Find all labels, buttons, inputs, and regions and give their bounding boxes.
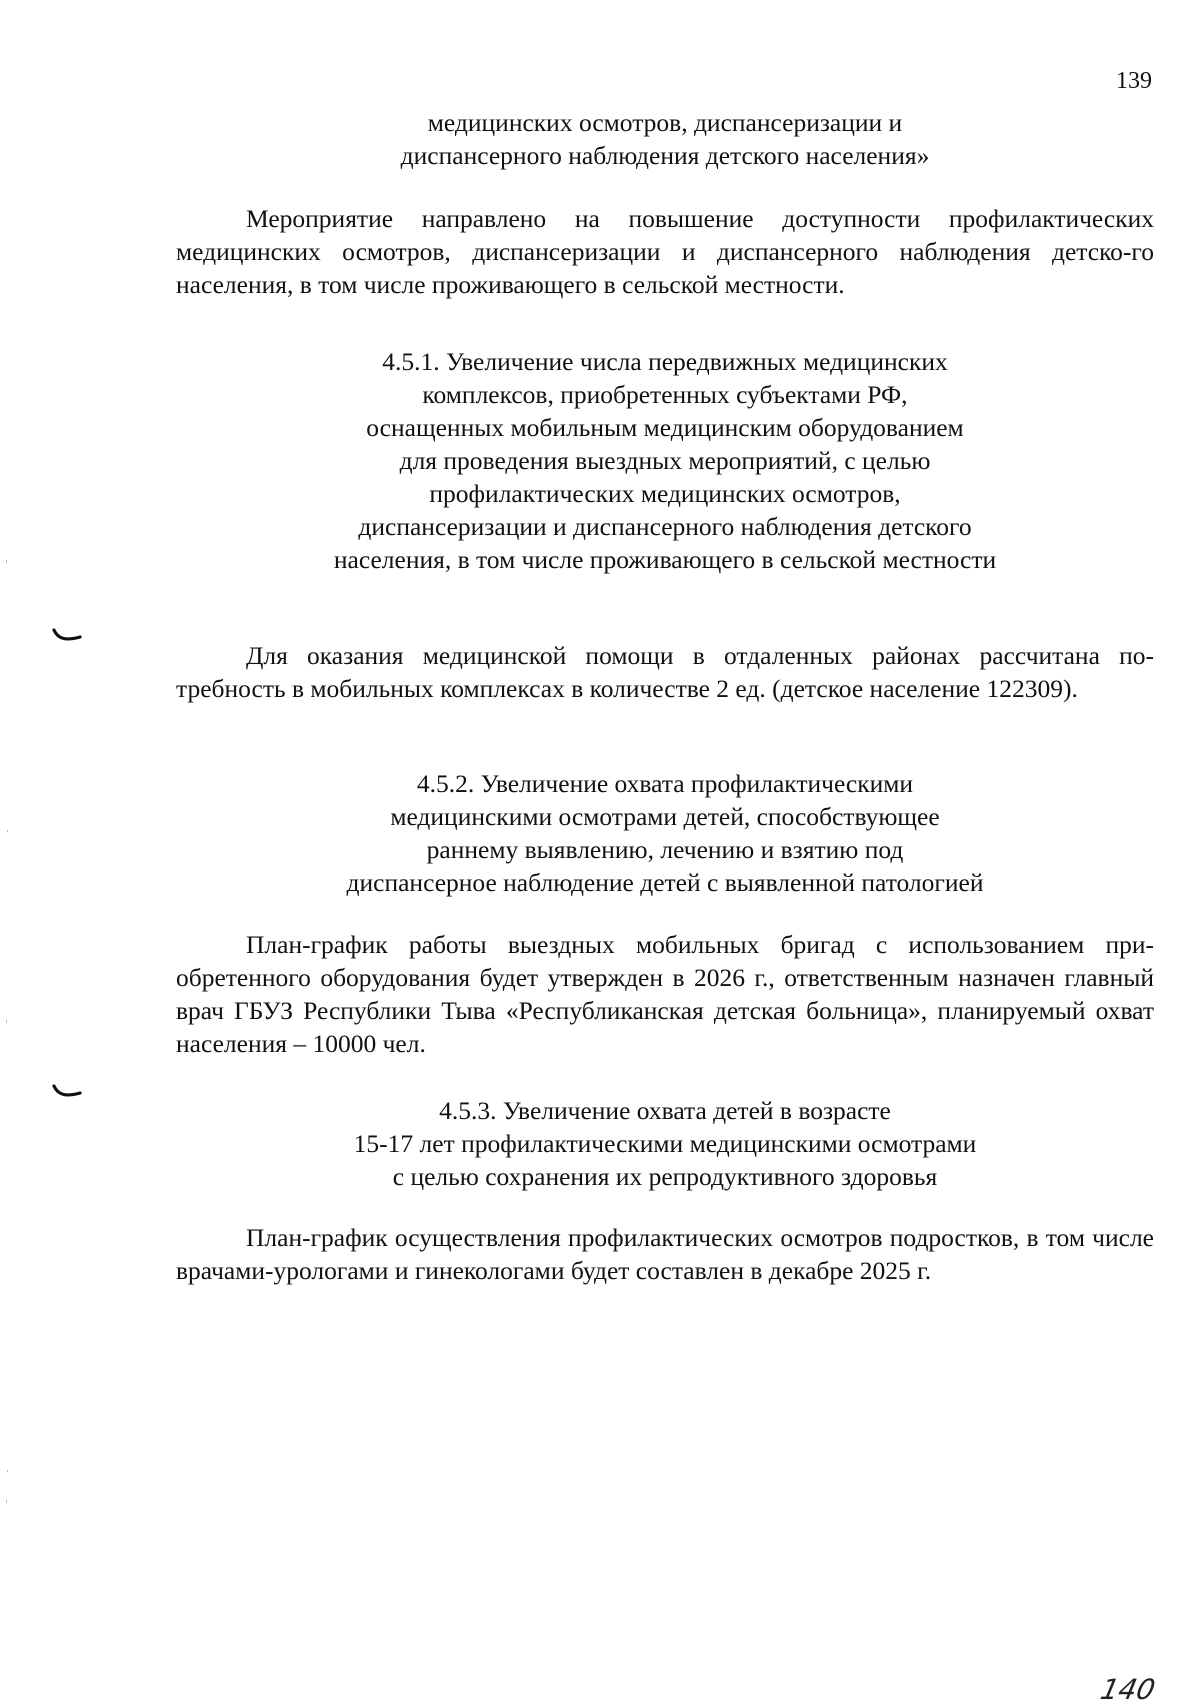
intro-heading-line: медицинских осмотров, диспансеризации и <box>427 108 903 137</box>
section-453-heading <box>176 1094 1154 1193</box>
intro-heading <box>176 106 1154 172</box>
page-number: 139 <box>1116 68 1152 94</box>
section-heading-line: для проведения выездных мероприятий, с целью <box>399 446 931 475</box>
section-heading-line: диспансерное наблюдение детей с выявленной патологией <box>346 868 984 897</box>
section-451-paragraph: Для оказания медицинской помощи в отдаленных районах рассчитана по-требность в мобильных комплексах в количестве 2 ед. (детское население 122309). <box>176 641 1154 703</box>
section-heading-line: медицинскими осмотрами детей, способствующее <box>390 802 940 831</box>
section-heading-line: 4.5.1. Увеличение числа передвижных медицинских <box>382 347 948 376</box>
intro-paragraph: Мероприятие направлено на повышение доступности профилактических медицинских осмотров, диспансеризации и диспансерного наблюдения детско-го населения, в том числе проживающего в сельской местности. <box>176 204 1154 299</box>
intro-heading-line: диспансерного наблюдения детского населения» <box>400 141 930 170</box>
section-heading-line: раннему выявлению, лечению и взятию под <box>426 835 904 864</box>
section-452-paragraph: План-график работы выездных мобильных бригад с использованием при-обретенного оборудования будет утвержден в 2026 г., ответственным назначен главный врач ГБУЗ Республики Тыва «Республиканская детская больница», планируемый охват населения – 10000 чел. <box>176 930 1154 1058</box>
section-heading-line: диспансеризации и диспансерного наблюдения детского <box>358 512 972 541</box>
scan-artifact-specks <box>0 0 20 1697</box>
section-heading-line: с целью сохранения их репродуктивного здоровья <box>392 1162 938 1191</box>
section-heading-line: профилактических медицинских осмотров, <box>429 479 901 508</box>
section-heading-line: 4.5.3. Увеличение охвата детей в возрасте <box>439 1096 891 1125</box>
section-451-heading <box>176 345 1154 576</box>
section-heading-line: 4.5.2. Увеличение охвата профилактическими <box>416 769 914 798</box>
handwritten-page-number: 140 <box>1097 1673 1158 1706</box>
margin-check-mark-icon <box>52 627 82 643</box>
section-heading-line: комплексов, приобретенных субъектами РФ, <box>422 380 908 409</box>
section-453-paragraph: План-график осуществления профилактических осмотров подростков, в том числе врачами-урологами и гинекологами будет составлен в декабре 2025 г. <box>176 1223 1154 1285</box>
section-heading-line: населения, в том числе проживающего в сельской местности <box>333 545 997 574</box>
margin-check-mark-icon <box>52 1083 82 1099</box>
section-heading-line: 15-17 лет профилактическими медицинскими осмотрами <box>353 1129 977 1158</box>
section-452-heading <box>176 767 1154 899</box>
section-heading-line: оснащенных мобильным медицинским оборудованием <box>366 413 964 442</box>
